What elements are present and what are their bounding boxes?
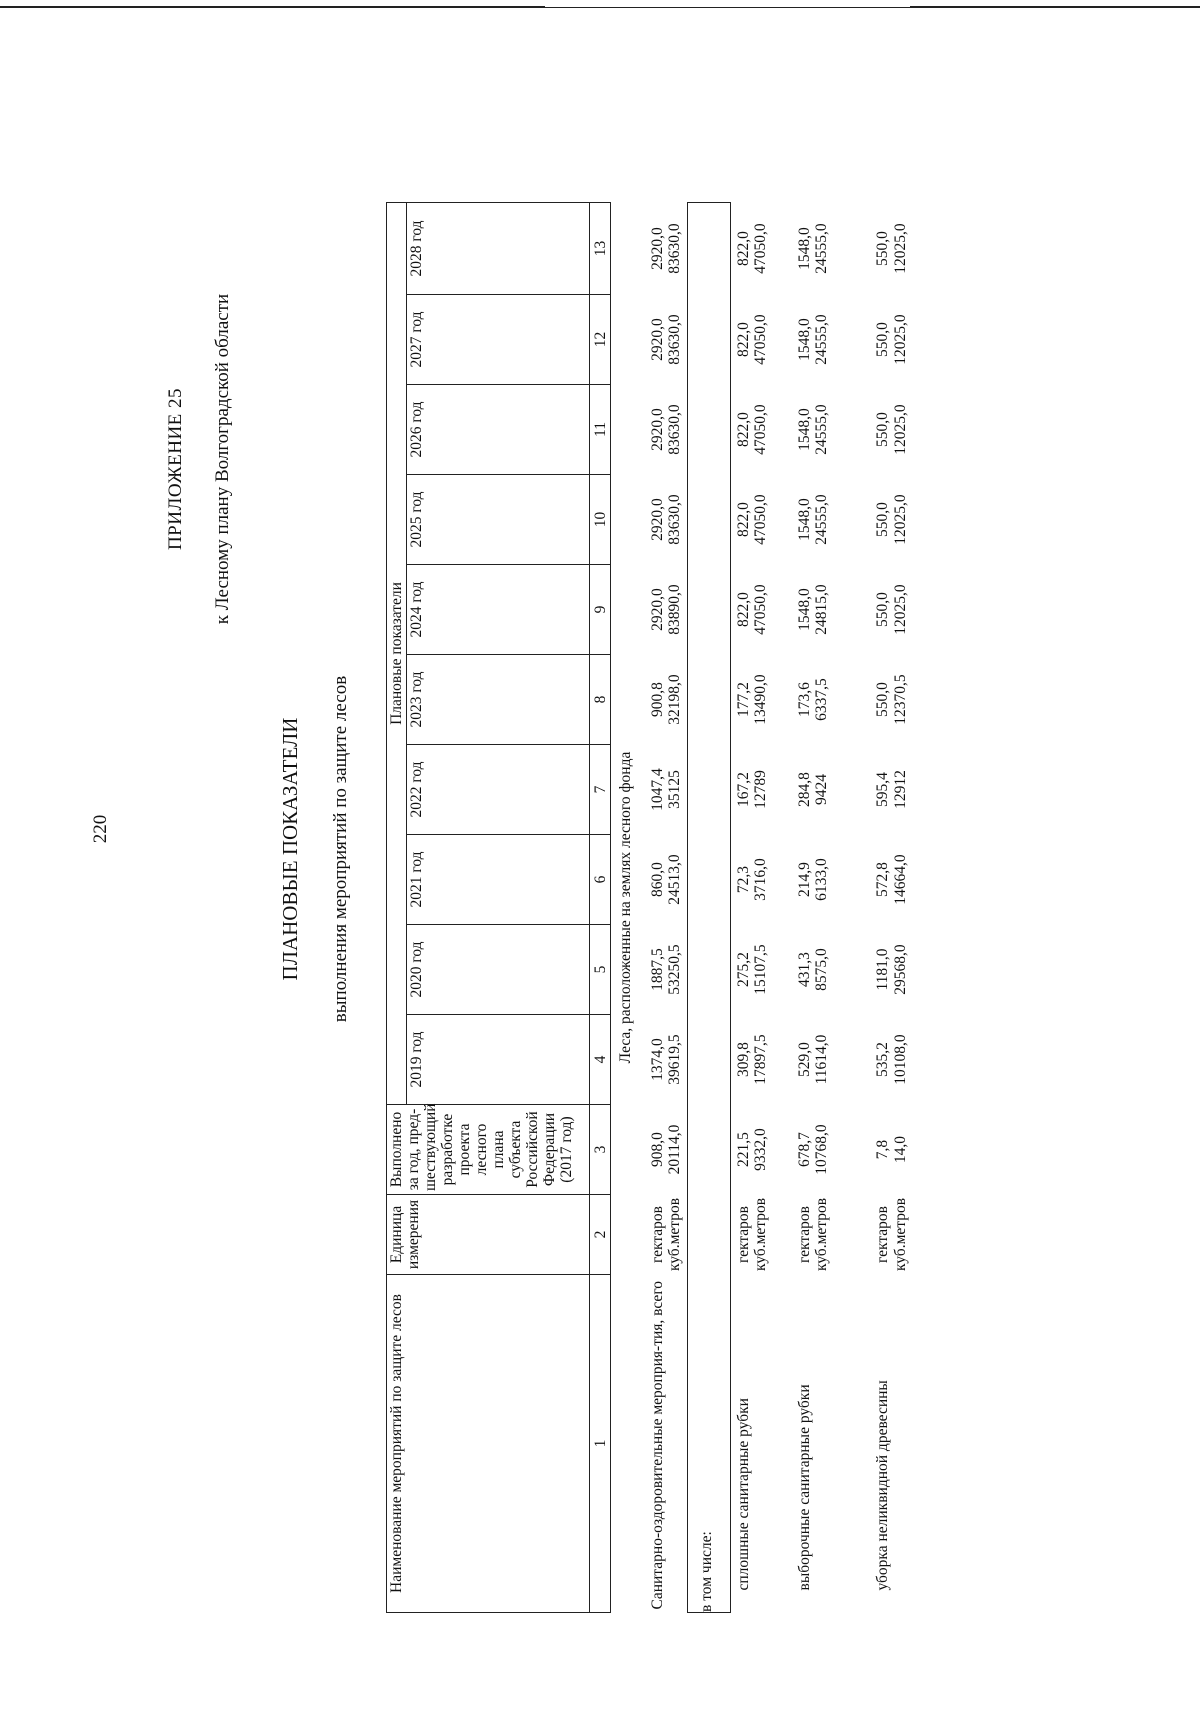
value-cell: 309,8 (734, 1042, 752, 1077)
row-name: выборочные санитарные рубки (795, 1384, 813, 1591)
value-cell: 1887,5 (648, 948, 666, 991)
value-cell: 572,8 (874, 862, 892, 897)
section-title: Леса, расположенные на землях лесного фонда (617, 751, 635, 1064)
column-number: 3 (590, 1105, 611, 1195)
appendix-title: ПРИЛОЖЕНИЕ 25 (165, 387, 186, 551)
value-cell: 83890,0 (666, 584, 684, 635)
row-name: уборка неликвидной древесины (874, 1380, 892, 1591)
value-cell: 83630,0 (666, 314, 684, 365)
value-cell: 173,6 (795, 682, 813, 717)
value-cell: 1181,0 (874, 948, 892, 991)
value-cell: 35125 (666, 770, 684, 809)
header-year: 2020 год (407, 925, 590, 1015)
page-number: 220 (90, 814, 111, 844)
value-cell: 2920,0 (648, 588, 666, 631)
column-number: 4 (590, 1015, 611, 1105)
column-number: 6 (590, 835, 611, 925)
value-cell: 24555,0 (812, 494, 830, 545)
including-label: в том числе: (688, 202, 730, 1612)
value-cell: 10768,0 (812, 1124, 830, 1175)
value-cell: 12025,0 (891, 494, 909, 545)
value-cell: 6133,0 (812, 858, 830, 901)
value-cell: 24815,0 (812, 584, 830, 635)
table-row (730, 202, 773, 1612)
value-cell: 9424 (812, 774, 830, 805)
value-cell: 1047,4 (648, 768, 666, 811)
value-cell: 14,0 (891, 1135, 909, 1164)
unit-cubic-meters: куб.метров (891, 1197, 909, 1272)
value-cell: 214,9 (795, 862, 813, 897)
header-year: 2025 год (407, 475, 590, 565)
value-cell: 47050,0 (752, 314, 770, 365)
value-cell: 12370,5 (891, 674, 909, 725)
value-cell: 83630,0 (666, 494, 684, 545)
header-year: 2028 год (407, 202, 590, 294)
value-cell: 860,0 (648, 862, 666, 897)
header-year: 2023 год (407, 655, 590, 745)
value-cell: 47050,0 (752, 584, 770, 635)
unit-hectares: гектаров (795, 1205, 813, 1264)
value-cell: 13490,0 (752, 674, 770, 725)
value-cell: 595,4 (874, 772, 892, 807)
row-name: сплошные санитарные рубки (734, 1398, 752, 1591)
unit-cubic-meters: куб.метров (812, 1197, 830, 1272)
value-cell: 12912 (891, 770, 909, 809)
value-cell: 2920,0 (648, 318, 666, 361)
column-number: 12 (590, 295, 611, 385)
value-cell: 550,0 (874, 412, 892, 447)
value-cell: 24555,0 (812, 404, 830, 455)
value-cell: 678,7 (795, 1132, 813, 1167)
value-cell: 72,3 (734, 865, 752, 894)
value-cell: 908,0 (648, 1132, 666, 1167)
value-cell: 10108,0 (891, 1034, 909, 1085)
header-year: 2019 год (407, 1015, 590, 1105)
unit-hectares: гектаров (734, 1205, 752, 1264)
plan-indicators-table (386, 202, 913, 1613)
value-cell: 550,0 (874, 682, 892, 717)
header-year: 2022 год (407, 745, 590, 835)
value-cell: 8575,0 (812, 948, 830, 991)
unit-cubic-meters: куб.метров (666, 1197, 684, 1272)
value-cell: 20114,0 (666, 1124, 684, 1175)
header-year: 2021 год (407, 835, 590, 925)
header-planned: Плановые показатели (387, 202, 407, 1104)
value-cell: 822,0 (734, 322, 752, 357)
value-cell: 1548,0 (795, 318, 813, 361)
value-cell: 83630,0 (666, 223, 684, 274)
document-title: ПЛАНОВЫЕ ПОКАЗАТЕЛИ (278, 717, 302, 981)
value-cell: 275,2 (734, 952, 752, 987)
value-cell: 47050,0 (752, 223, 770, 274)
value-cell: 14664,0 (891, 854, 909, 905)
value-cell: 53250,5 (666, 944, 684, 995)
value-cell: 1548,0 (795, 408, 813, 451)
document-subtitle: выполнения мероприятий по защите лесов (330, 675, 351, 1023)
column-number: 10 (590, 475, 611, 565)
column-number: 11 (590, 385, 611, 475)
value-cell: 12789 (752, 770, 770, 809)
value-cell: 550,0 (874, 322, 892, 357)
value-cell: 535,2 (874, 1042, 892, 1077)
value-cell: 822,0 (734, 592, 752, 627)
row-name: Санитарно-оздоровительные мероприя-тия, всего (648, 1280, 666, 1610)
header-done: Выполнено за год, пред-шествующий разработке проекта лесного плана субъекта Российской Федерации (2017 год) (387, 1105, 590, 1195)
value-cell: 32198,0 (666, 674, 684, 725)
value-cell: 11614,0 (812, 1034, 830, 1085)
value-cell: 12025,0 (891, 223, 909, 274)
value-cell: 29568,0 (891, 944, 909, 995)
column-number: 8 (590, 655, 611, 745)
value-cell: 24555,0 (812, 223, 830, 274)
table-row (645, 202, 688, 1612)
column-number: 5 (590, 925, 611, 1015)
value-cell: 529,0 (795, 1042, 813, 1077)
value-cell: 47050,0 (752, 494, 770, 545)
header-unit: Единица измерения (387, 1195, 590, 1275)
header-year: 2024 год (407, 565, 590, 655)
value-cell: 12025,0 (891, 404, 909, 455)
value-cell: 900,8 (648, 682, 666, 717)
value-cell: 1548,0 (795, 498, 813, 541)
value-cell: 2920,0 (648, 227, 666, 270)
value-cell: 550,0 (874, 231, 892, 266)
value-cell: 284,8 (795, 772, 813, 807)
column-number: 1 (590, 1275, 611, 1613)
column-number: 7 (590, 745, 611, 835)
value-cell: 550,0 (874, 502, 892, 537)
value-cell: 2920,0 (648, 408, 666, 451)
unit-hectares: гектаров (874, 1205, 892, 1264)
value-cell: 822,0 (734, 231, 752, 266)
unit-cubic-meters: куб.метров (752, 1197, 770, 1272)
column-number: 9 (590, 565, 611, 655)
value-cell: 822,0 (734, 502, 752, 537)
value-cell: 167,2 (734, 772, 752, 807)
value-cell: 431,3 (795, 952, 813, 987)
value-cell: 7,8 (874, 1139, 892, 1160)
value-cell: 1548,0 (795, 227, 813, 270)
value-cell: 221,5 (734, 1132, 752, 1167)
header-year: 2026 год (407, 385, 590, 475)
value-cell: 17897,5 (752, 1034, 770, 1085)
value-cell: 39619,5 (666, 1034, 684, 1085)
value-cell: 1548,0 (795, 588, 813, 631)
value-cell: 12025,0 (891, 314, 909, 365)
header-year: 2027 год (407, 295, 590, 385)
appendix-subtitle: к Лесному плану Волгоградской области (212, 293, 233, 625)
value-cell: 12025,0 (891, 584, 909, 635)
column-number: 13 (590, 202, 611, 294)
value-cell: 24555,0 (812, 314, 830, 365)
value-cell: 2920,0 (648, 498, 666, 541)
unit-hectares: гектаров (648, 1205, 666, 1264)
table-row (834, 202, 913, 1612)
value-cell: 550,0 (874, 592, 892, 627)
value-cell: 822,0 (734, 412, 752, 447)
value-cell: 15107,5 (752, 944, 770, 995)
value-cell: 47050,0 (752, 404, 770, 455)
column-number: 2 (590, 1195, 611, 1275)
value-cell: 9332,0 (752, 1128, 770, 1171)
value-cell: 3716,0 (752, 858, 770, 901)
value-cell: 83630,0 (666, 404, 684, 455)
value-cell: 24513,0 (666, 854, 684, 905)
header-name: Наименование мероприятий по защите лесов (387, 1275, 590, 1613)
value-cell: 6337,5 (812, 678, 830, 721)
value-cell: 1374,0 (648, 1038, 666, 1081)
value-cell: 177,2 (734, 682, 752, 717)
table-row (774, 202, 835, 1612)
